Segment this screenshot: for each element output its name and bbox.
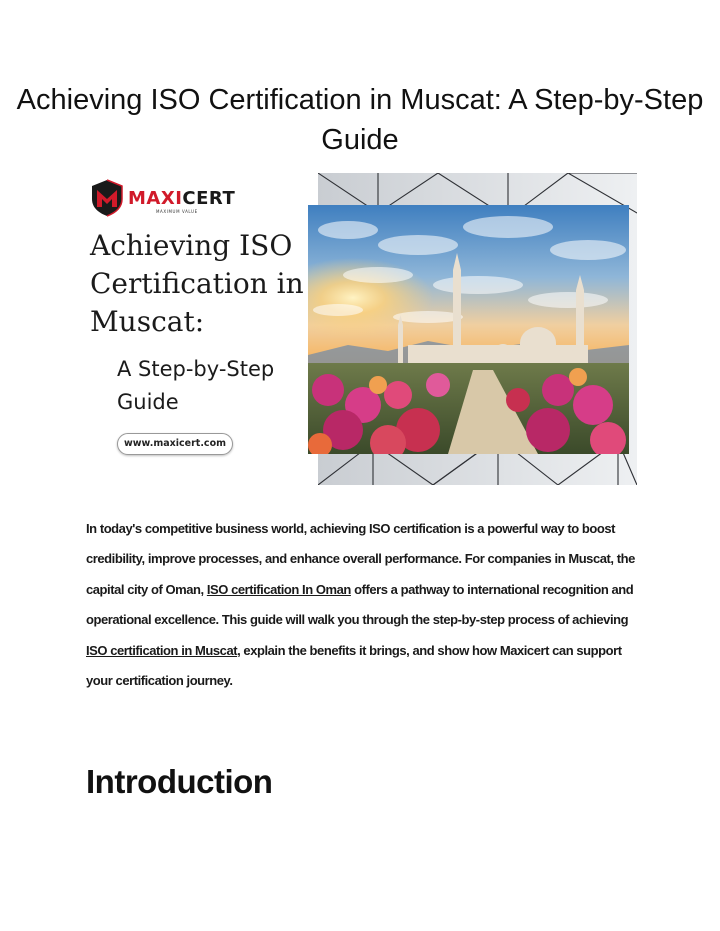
introduction-heading: Introduction: [86, 763, 273, 800]
logo-tagline: MAXIMUM VALUE: [156, 209, 198, 214]
muscat-mosque-photo: [308, 205, 629, 454]
iso-certification-oman-link[interactable]: ISO certification In Oman: [206, 581, 351, 597]
website-url-badge: www.maxicert.com: [117, 433, 233, 455]
maxicert-logo: [90, 179, 240, 219]
banner-subtitle: A Step-by-Step Guide: [117, 357, 275, 414]
logo-wordmark: MAXICERT: [128, 188, 236, 209]
intro-paragraph: In today's competitive business world, achieving ISO certification is a powerful way to boost credibility, improve processes, and enhance overall performance. For companies in Muscat, the capital city of Oman, ISO certification In Oman offers a pathway to international recognition and operational excellence. This guide will walk you through the step-by-step process of achieving ISO certification in Muscat, explain the benefits it brings, and show how Maxicert can support your certification journey.: [86, 521, 635, 689]
document-title: Achieving ISO Certification in Muscat: A Step-by-Step Guide: [16, 84, 704, 156]
hero-banner: [86, 173, 637, 485]
banner-title: Achieving ISO Certification in Muscat:: [90, 229, 304, 338]
shield-m-icon: [90, 179, 124, 217]
iso-certification-muscat-link[interactable]: ISO certification in Muscat: [86, 642, 238, 658]
